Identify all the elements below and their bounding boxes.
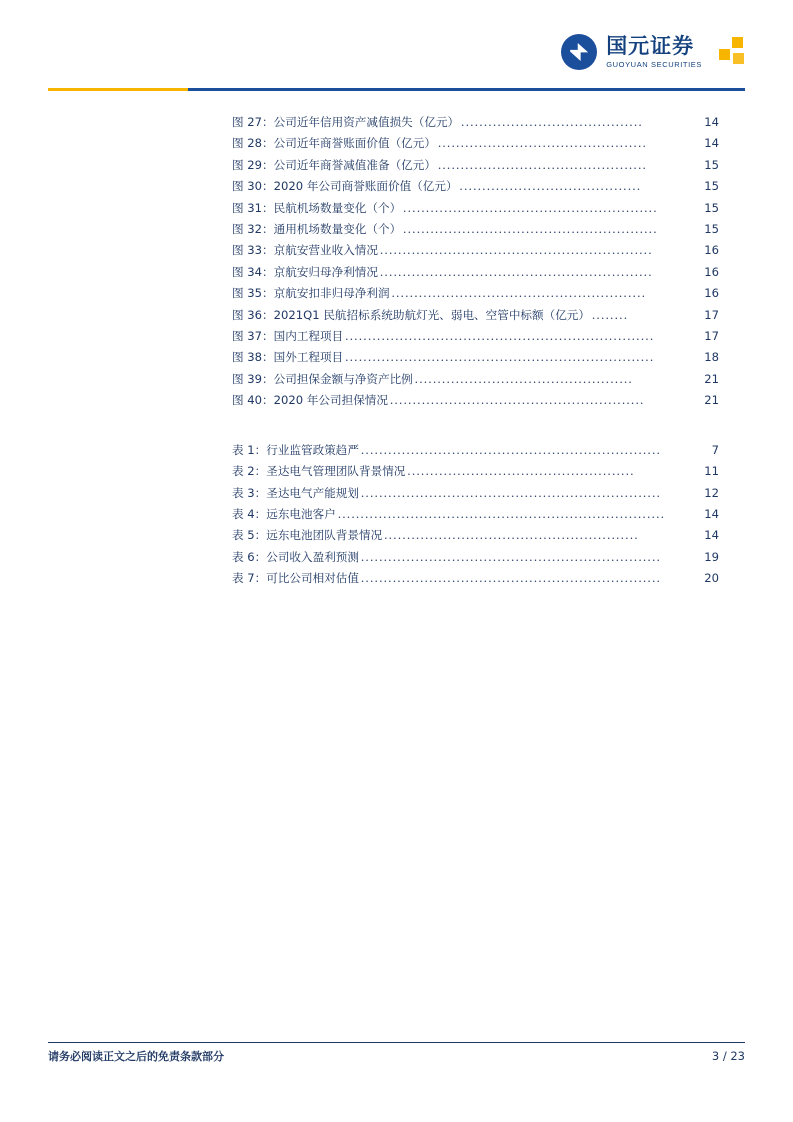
toc-entry-label: 图 30：2020 年公司商誉账面价值（亿元） [232, 179, 458, 194]
toc-entry-dots: ........................................ [461, 115, 644, 129]
page-header [0, 0, 793, 96]
toc-entry-label: 图 28：公司近年商誉账面价值（亿元） [232, 136, 436, 151]
toc-entry-label: 图 33：京航安营业收入情况 [232, 243, 378, 258]
toc-entry-page: 12 [704, 485, 719, 500]
company-logo [561, 34, 745, 70]
footer-page-number: 3 / 23 [711, 1049, 745, 1063]
toc-tables-group [232, 440, 719, 590]
logo-arrow-icon [561, 34, 597, 70]
toc-entry-dots: ........................................................ [384, 528, 639, 543]
toc-entry-label: 图 38：国外工程项目 [232, 350, 344, 365]
toc-entry[interactable] [232, 155, 719, 176]
toc-entry[interactable] [232, 390, 719, 411]
toc-entry-label: 表 5：远东电池团队背景情况 [232, 528, 383, 543]
toc-entry-label: 表 2：圣达电气管理团队背景情况 [232, 464, 406, 479]
toc-entry-label: 图 37：国内工程项目 [232, 329, 344, 344]
toc-entry-dots: ................................................ [414, 371, 634, 386]
toc-entry-dots: .............................................. [437, 157, 648, 172]
toc-entry-dots: ............................................................ [379, 264, 653, 279]
toc-entry-label: 图 35：京航安扣非归母净利润 [232, 286, 390, 301]
toc-entry[interactable] [232, 133, 719, 154]
toc-entry-label: 图 29：公司近年商誉减值准备（亿元） [232, 157, 436, 172]
toc-entry-dots: .................................................................... [345, 329, 655, 344]
toc-entry-label: 图 40：2020 年公司担保情况 [232, 393, 388, 408]
toc-entry-dots: .................................................. [407, 464, 635, 479]
toc-entry-page: 14 [704, 528, 719, 543]
toc-entry-page: 17 [704, 329, 719, 344]
toc-entry[interactable] [232, 483, 719, 504]
page-footer [48, 1048, 745, 1064]
toc-entry-page: 14 [704, 115, 719, 129]
toc-entry-label: 图 36：2021Q1 民航招标系统助航灯光、弱电、空管中标额（亿元） [232, 307, 590, 322]
toc-entry-page: 17 [704, 307, 719, 322]
logo-text [606, 36, 702, 69]
toc-entry-page: 16 [704, 264, 719, 279]
toc-entry-dots: ........................................................ [403, 200, 658, 215]
toc-entry-dots: ........................................................ [391, 286, 647, 301]
toc-entry-page: 15 [704, 200, 719, 215]
toc-entry[interactable] [232, 112, 719, 133]
toc-entry[interactable] [232, 525, 719, 546]
toc-entry-dots: .................................................................... [345, 350, 655, 365]
toc-entry-label: 表 1：行业监管政策趋严 [232, 442, 359, 457]
footer-divider [48, 1042, 745, 1043]
toc-entry-label: 图 34：京航安归母净利情况 [232, 264, 378, 279]
logo-name-cn: 国元证券 [606, 34, 695, 58]
toc-figures-group [232, 112, 719, 412]
toc-entry[interactable] [232, 347, 719, 368]
toc-entry-label: 图 32：通用机场数量变化（个） [232, 222, 402, 237]
toc-entry[interactable] [232, 440, 719, 461]
toc-entry-dots: .................................................................. [361, 549, 662, 564]
toc-entry-dots: ............................................................ [379, 243, 653, 258]
toc-entry-label: 表 3：圣达电气产能规划 [232, 485, 359, 500]
toc-entry-dots: .................................................................. [361, 571, 662, 586]
toc-entry[interactable] [232, 240, 719, 261]
toc-entry-dots: .................................................................. [361, 485, 662, 500]
toc-entry[interactable] [232, 283, 719, 304]
toc-entry-page: 15 [704, 222, 719, 237]
toc-entry-label: 表 4：远东电池客户 [232, 506, 336, 521]
toc-entry-dots: ........................................................ [403, 222, 658, 237]
toc-entry-page: 21 [704, 393, 719, 408]
table-of-contents [232, 112, 719, 590]
toc-entry-page: 15 [704, 157, 719, 172]
toc-entry-dots: .................................................................. [361, 442, 662, 457]
toc-entry-label: 表 6：公司收入盈利预测 [232, 549, 359, 564]
toc-entry-page: 14 [704, 506, 719, 521]
toc-entry-label: 图 27：公司近年信用资产减值损失（亿元） [232, 115, 460, 129]
toc-entry[interactable] [232, 547, 719, 568]
logo-squares-icon [715, 37, 745, 67]
toc-entry-page: 11 [704, 464, 719, 479]
toc-entry-page: 18 [704, 350, 719, 365]
toc-entry-page: 14 [704, 136, 719, 151]
logo-name-en: GUOYUAN SECURITIES [606, 59, 702, 69]
toc-entry[interactable] [232, 568, 719, 589]
toc-entry-page: 16 [704, 243, 719, 258]
toc-entry[interactable] [232, 305, 719, 326]
toc-entry[interactable] [232, 198, 719, 219]
toc-entry-dots: ........................................................................ [337, 506, 666, 521]
toc-entry[interactable] [232, 219, 719, 240]
toc-entry-dots: ........................................ [459, 179, 642, 194]
toc-entry[interactable] [232, 504, 719, 525]
toc-entry-page: 15 [704, 179, 719, 194]
toc-entry-dots: .............................................. [437, 136, 648, 151]
toc-entry[interactable] [232, 369, 719, 390]
toc-entry[interactable] [232, 176, 719, 197]
toc-entry-page: 16 [704, 286, 719, 301]
footer-disclaimer: 请务必阅读正文之后的免责条款部分 [48, 1050, 224, 1063]
toc-entry-label: 图 39：公司担保金额与净资产比例 [232, 371, 413, 386]
toc-entry[interactable] [232, 326, 719, 347]
toc-entry-label: 图 31：民航机场数量变化（个） [232, 200, 402, 215]
toc-entry-page: 21 [704, 371, 719, 386]
toc-entry-dots: ........................................................ [389, 393, 645, 408]
toc-entry-page: 7 [711, 442, 719, 457]
toc-entry-label: 表 7：可比公司相对估值 [232, 571, 359, 586]
header-divider [48, 88, 745, 91]
toc-entry[interactable] [232, 262, 719, 283]
toc-entry-page: 19 [704, 549, 719, 564]
toc-entry-page: 20 [704, 571, 719, 586]
toc-entry[interactable] [232, 461, 719, 482]
toc-entry-dots: ........ [591, 307, 629, 322]
